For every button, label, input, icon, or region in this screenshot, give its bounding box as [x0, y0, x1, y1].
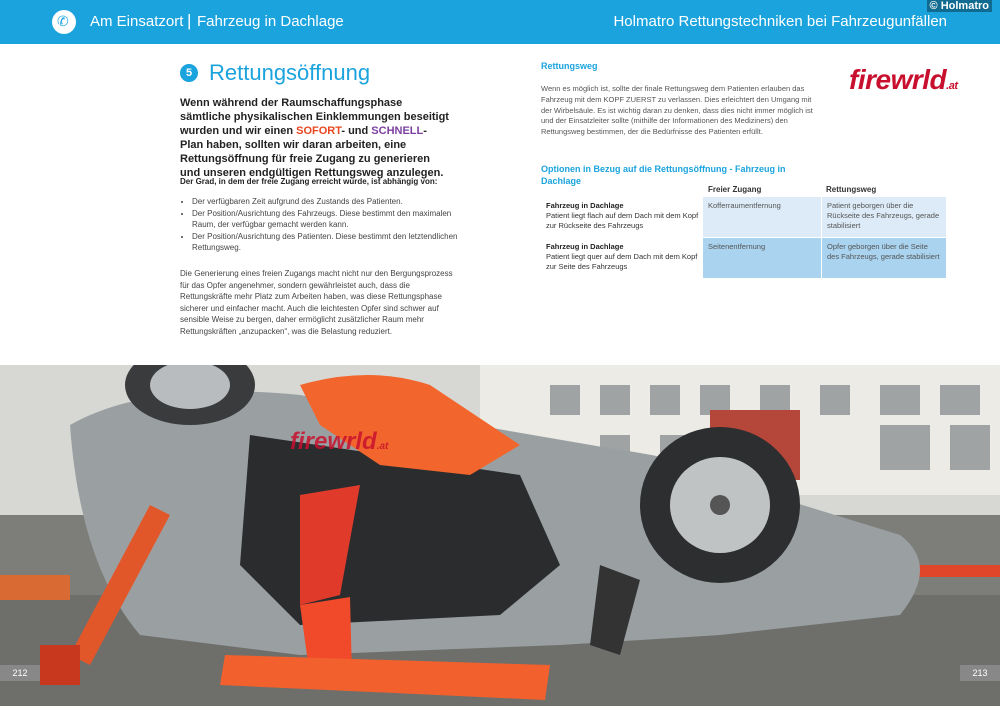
step-number-badge: 5	[180, 64, 198, 82]
weg-cell: Opfer geborgen über die Seite des Fahrzeugs, gerade stabilisiert	[822, 238, 946, 278]
options-heading: Optionen in Bezug auf die Rettungsöffnung - Fahrzeug in Dachlage	[541, 164, 786, 186]
table-header-rettungsweg: Rettungsweg	[826, 185, 877, 194]
lead-text-2: - und	[341, 125, 372, 137]
globe-icon: ✆	[52, 10, 76, 34]
page-title: Rettungsöffnung	[209, 60, 371, 85]
page-number-right: 213	[960, 665, 1000, 681]
sofort-label: SOFORT	[296, 125, 342, 137]
weg-cell: Patient geborgen über die Rückseite des Fahrzeugs, gerade stabilisiert	[822, 197, 946, 237]
table-header-freier-zugang: Freier Zugang	[708, 185, 762, 194]
copyright-label: © Holmatro	[927, 0, 992, 12]
schnell-label: SCHNELL	[371, 125, 424, 137]
body-paragraph: Die Generierung eines freien Zugangs macht nicht nur den Bergungsprozess für das Opfer angenehmer, sondern gewährleistet auch, dass die Rettungskräfte mehr Platz zum Arbeiten haben, was diese Rettungsphase sicherer und einfacher macht. Auch die leichtesten Opfer sind schwer auf sensible Weise zu bergen, daher ermöglicht zusätzlicher Raum mehr Rettungskräften „anzupacken“, was die Belastung reduziert.	[180, 269, 453, 336]
page-header	[0, 0, 1000, 44]
rescue-photo	[0, 365, 1000, 706]
dependency-list	[180, 196, 472, 254]
row-label: Fahrzeug in Dachlage Patient liegt flach auf dem Dach mit dem Kopf zur Rückseite des Fahrzeugs	[546, 201, 699, 230]
zugang-cell: Seitenentfernung	[703, 238, 821, 278]
subsection-title: Fahrzeug in Dachlage	[197, 13, 344, 30]
page-number-left: 212	[0, 665, 40, 681]
row-label: Fahrzeug in Dachlage Patient liegt quer auf dem Dach mit dem Kopf zur Seite des Fahrzeugs	[546, 242, 698, 271]
rettungsweg-text: Wenn es möglich ist, sollte der finale Rettungsweg dem Patienten erlauben das Fahrzeug mit dem KOPF ZUERST zu verlassen. Dies erleichtert den Umgang mit der Wirbelsäule. Es ist wichtig daran zu denken, dass dies nicht immer möglich ist und der Einsatzleiter sollte (mithilfe der Informationen des Mediziners) den Rettungsweg bestimmen, der die Bedürfnisse des Patienten erfüllt.	[541, 84, 813, 137]
book-title: Holmatro Rettungstechniken bei Fahrzeugunfällen	[613, 13, 947, 30]
header-separator: |	[187, 11, 192, 30]
fireworld-watermark: firewrld.at	[290, 428, 389, 455]
lead-paragraph	[180, 96, 450, 180]
list-item: • Der verfügbaren Zeit aufgrund des Zustands des Patienten.	[192, 196, 472, 208]
list-item: • Der Position/Ausrichtung des Patienten. Diese bestimmt den letztendlichen Rettungsweg.	[192, 231, 472, 254]
section-title: Am Einsatzort	[90, 13, 184, 30]
lead-text-3: -Plan haben, sollten wir daran arbeiten, eine Rettungsöffnung für freie Zugang zu generieren und unseren endgültigen Rettungsweg anzulegen.	[180, 125, 444, 179]
zugang-cell: Kofferraumentfernung	[703, 197, 821, 237]
fireworld-logo: firewrld.at	[849, 64, 958, 95]
overturned-car-illustration	[0, 365, 1000, 706]
lead-text-1: Wenn während der Raumschaffungsphase sämtliche physikalischen Einklemmungen beseitigt wurden und wir einen	[180, 97, 449, 137]
dependency-intro: Der Grad, in dem der freie Zugang erreicht wurde, ist abhängig von:	[180, 177, 438, 186]
list-item: • Der Position/Ausrichtung des Fahrzeugs. Diese bestimmt den maximalen Raum, der verfügbar gemacht werden kann.	[192, 208, 472, 231]
rettungsweg-heading: Rettungsweg	[541, 61, 598, 71]
